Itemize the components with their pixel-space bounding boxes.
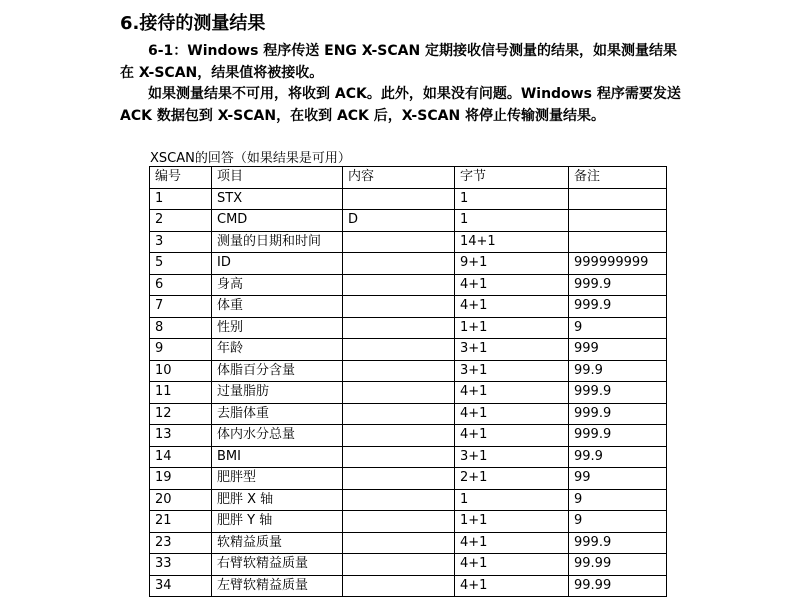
cell-content	[343, 554, 455, 576]
cell-number: 9	[150, 339, 212, 361]
table-row	[150, 339, 667, 361]
cell-number: 33	[150, 554, 212, 576]
cell-number: 11	[150, 382, 212, 404]
cell-bytes: 3+1	[455, 360, 569, 382]
cell-content	[343, 532, 455, 554]
cell-number: 13	[150, 425, 212, 447]
table-row	[150, 532, 667, 554]
cell-number: 34	[150, 575, 212, 597]
cell-item: 右臂软精益质量	[212, 554, 343, 576]
cell-item: 年龄	[212, 339, 343, 361]
paragraph-2-text: 如果测量结果不可用，将收到 ACK。此外，如果没有问题。Windows 程序需要发送 ACK 数据包到 X-SCAN，在收到 ACK 后，X-SCAN 将停止传输测量结果。	[120, 86, 681, 124]
cell-bytes: 4+1	[455, 532, 569, 554]
cell-content	[343, 382, 455, 404]
cell-content	[343, 360, 455, 382]
cell-bytes: 1+1	[455, 317, 569, 339]
cell-content	[343, 253, 455, 275]
cell-number: 23	[150, 532, 212, 554]
cell-number: 3	[150, 231, 212, 253]
cell-remarks: 9	[569, 511, 667, 533]
cell-number: 5	[150, 253, 212, 275]
table-row	[150, 468, 667, 490]
cell-bytes: 4+1	[455, 296, 569, 318]
table-row	[150, 253, 667, 275]
cell-bytes: 4+1	[455, 425, 569, 447]
cell-number: 10	[150, 360, 212, 382]
cell-bytes: 1	[455, 210, 569, 232]
cell-bytes: 3+1	[455, 339, 569, 361]
cell-item: 软精益质量	[212, 532, 343, 554]
table-body	[150, 188, 667, 597]
table-row	[150, 403, 667, 425]
cell-bytes: 3+1	[455, 446, 569, 468]
cell-remarks: 999.9	[569, 532, 667, 554]
cell-remarks: 99.9	[569, 446, 667, 468]
cell-item: 体内水分总量	[212, 425, 343, 447]
cell-bytes: 1	[455, 188, 569, 210]
cell-number: 7	[150, 296, 212, 318]
cell-bytes: 4+1	[455, 403, 569, 425]
cell-item: 肥胖型	[212, 468, 343, 490]
cell-bytes: 1	[455, 489, 569, 511]
cell-content	[343, 231, 455, 253]
cell-remarks: 999.9	[569, 274, 667, 296]
table-row	[150, 511, 667, 533]
cell-number: 21	[150, 511, 212, 533]
header-content: 内容	[343, 167, 455, 189]
response-table	[149, 166, 667, 597]
cell-content	[343, 339, 455, 361]
header-number: 编号	[150, 167, 212, 189]
cell-bytes: 1+1	[455, 511, 569, 533]
paragraph-2	[120, 83, 690, 127]
cell-content	[343, 446, 455, 468]
cell-content	[343, 489, 455, 511]
cell-item: BMI	[212, 446, 343, 468]
table-row	[150, 360, 667, 382]
cell-remarks: 999	[569, 339, 667, 361]
header-bytes: 字节	[455, 167, 569, 189]
cell-remarks: 9	[569, 489, 667, 511]
table-row	[150, 446, 667, 468]
cell-remarks: 99.99	[569, 554, 667, 576]
cell-item: 肥胖 X 轴	[212, 489, 343, 511]
cell-bytes: 4+1	[455, 554, 569, 576]
paragraph-1	[120, 40, 690, 84]
cell-remarks	[569, 210, 667, 232]
table-header-row	[150, 167, 667, 189]
cell-remarks: 999999999	[569, 253, 667, 275]
cell-bytes: 9+1	[455, 253, 569, 275]
cell-remarks	[569, 188, 667, 210]
table-row	[150, 231, 667, 253]
table-row	[150, 317, 667, 339]
cell-content	[343, 188, 455, 210]
cell-remarks: 99	[569, 468, 667, 490]
cell-content	[343, 317, 455, 339]
cell-remarks: 999.9	[569, 296, 667, 318]
cell-content	[343, 274, 455, 296]
table-row	[150, 274, 667, 296]
table-row	[150, 382, 667, 404]
cell-item: STX	[212, 188, 343, 210]
cell-number: 20	[150, 489, 212, 511]
cell-content	[343, 575, 455, 597]
cell-item: 去脂体重	[212, 403, 343, 425]
cell-number: 2	[150, 210, 212, 232]
cell-item: 身高	[212, 274, 343, 296]
cell-remarks: 99.9	[569, 360, 667, 382]
cell-item: 过量脂肪	[212, 382, 343, 404]
cell-remarks: 999.9	[569, 403, 667, 425]
cell-item: 体重	[212, 296, 343, 318]
cell-bytes: 4+1	[455, 575, 569, 597]
cell-bytes: 14+1	[455, 231, 569, 253]
cell-bytes: 2+1	[455, 468, 569, 490]
cell-remarks: 9	[569, 317, 667, 339]
cell-item: CMD	[212, 210, 343, 232]
cell-bytes: 4+1	[455, 382, 569, 404]
header-remarks: 备注	[569, 167, 667, 189]
cell-item: 左臂软精益质量	[212, 575, 343, 597]
table-row	[150, 210, 667, 232]
cell-content	[343, 403, 455, 425]
cell-content	[343, 511, 455, 533]
cell-number: 19	[150, 468, 212, 490]
cell-content: D	[343, 210, 455, 232]
table-caption: XSCAN的回答（如果结果是可用）	[150, 151, 351, 166]
cell-item: 性别	[212, 317, 343, 339]
cell-number: 1	[150, 188, 212, 210]
table-row	[150, 489, 667, 511]
cell-item: 肥胖 Y 轴	[212, 511, 343, 533]
cell-content	[343, 425, 455, 447]
table-row	[150, 425, 667, 447]
cell-bytes: 4+1	[455, 274, 569, 296]
header-item: 项目	[212, 167, 343, 189]
cell-number: 12	[150, 403, 212, 425]
paragraph-1-text: 6-1：Windows 程序传送 ENG X-SCAN 定期接收信号测量的结果，如果测量结果在 X-SCAN，结果值将被接收。	[120, 43, 678, 81]
cell-number: 6	[150, 274, 212, 296]
cell-item: ID	[212, 253, 343, 275]
cell-content	[343, 468, 455, 490]
cell-item: 测量的日期和时间	[212, 231, 343, 253]
cell-number: 8	[150, 317, 212, 339]
cell-content	[343, 296, 455, 318]
table-row	[150, 575, 667, 597]
cell-remarks: 999.9	[569, 382, 667, 404]
cell-remarks	[569, 231, 667, 253]
cell-remarks: 99.99	[569, 575, 667, 597]
cell-item: 体脂百分含量	[212, 360, 343, 382]
table-row	[150, 554, 667, 576]
table-row	[150, 296, 667, 318]
cell-remarks: 999.9	[569, 425, 667, 447]
cell-number: 14	[150, 446, 212, 468]
section-heading: 6.接待的测量结果	[120, 13, 266, 34]
table-row	[150, 188, 667, 210]
